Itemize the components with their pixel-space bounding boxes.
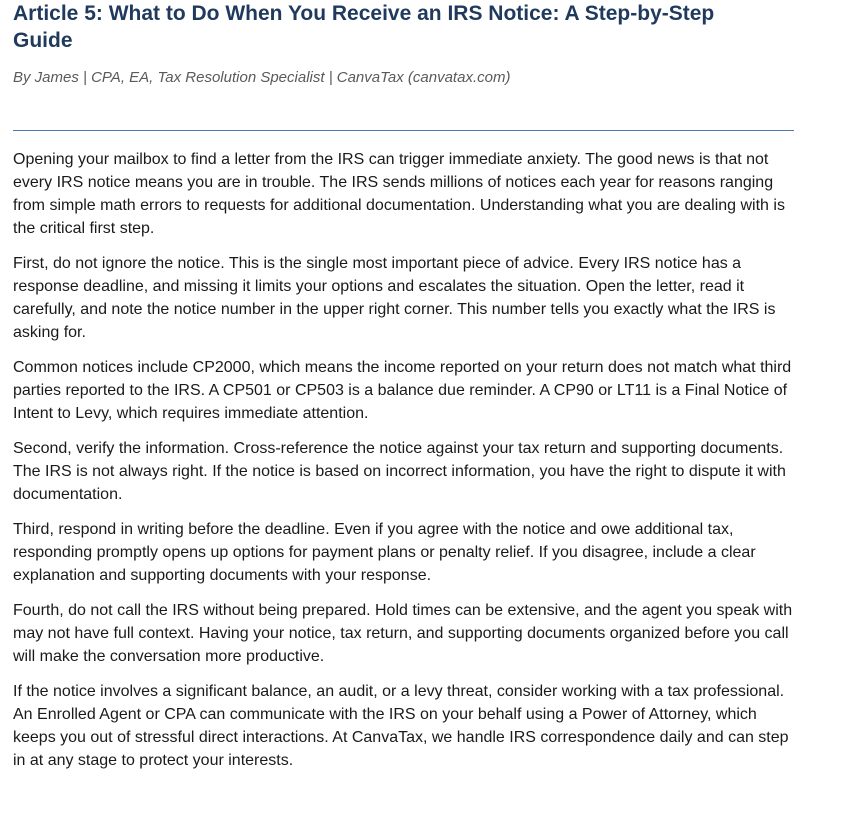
- paragraph: If the notice involves a significant balance, an audit, or a levy threat, consider working with a tax professional. An Enrolled Agent or CPA can communicate with the IRS on your behalf using a Power of Attorney, which keeps you out of stressful direct interactions. At CanvaTax, we handle IRS correspondence daily and can step in at any stage to protect your interests.: [13, 683, 789, 769]
- article-byline: By James | CPA, EA, Tax Resolution Specialist | CanvaTax (canvatax.com): [13, 69, 511, 86]
- paragraph: Second, verify the information. Cross-reference the notice against your tax return and supporting documents. The IRS is not always right. If the notice is based on incorrect information, you have the right to dispute it with documentation.: [13, 440, 786, 503]
- paragraph: Common notices include CP2000, which means the income reported on your return does not match what third parties reported to the IRS. A CP501 or CP503 is a balance due reminder. A CP90 or LT11 is a Final Notice of Intent to Levy, which requires immediate attention.: [13, 359, 792, 422]
- article-body: [13, 148, 803, 772]
- paragraph: Opening your mailbox to find a letter from the IRS can trigger immediate anxiety. The good news is that not every IRS notice means you are in trouble. The IRS sends millions of notices each year for reasons ranging from simple math errors to requests for additional documentation. Understanding what you are dealing with is the critical first step.: [13, 151, 785, 237]
- paragraph: Fourth, do not call the IRS without being prepared. Hold times can be extensive, and the agent you speak with may not have full context. Having your notice, tax return, and supporting documents organized before you call will make the conversation more productive.: [13, 602, 793, 665]
- article: [13, 0, 803, 784]
- paragraph: First, do not ignore the notice. This is the single most important piece of advice. Every IRS notice has a response deadline, and missing it limits your options and escalates the situation. Open the letter, read it carefully, and note the notice number in the upper right corner. This number tells you exactly what the IRS is asking for.: [13, 255, 776, 341]
- article-title: Article 5: What to Do When You Receive an IRS Notice: A Step-by-Step Guide: [13, 2, 715, 52]
- divider: [13, 130, 794, 131]
- paragraph: Third, respond in writing before the deadline. Even if you agree with the notice and owe additional tax, responding promptly opens up options for payment plans or penalty relief. If you disagree, include a clear explanation and supporting documents with your response.: [13, 521, 756, 584]
